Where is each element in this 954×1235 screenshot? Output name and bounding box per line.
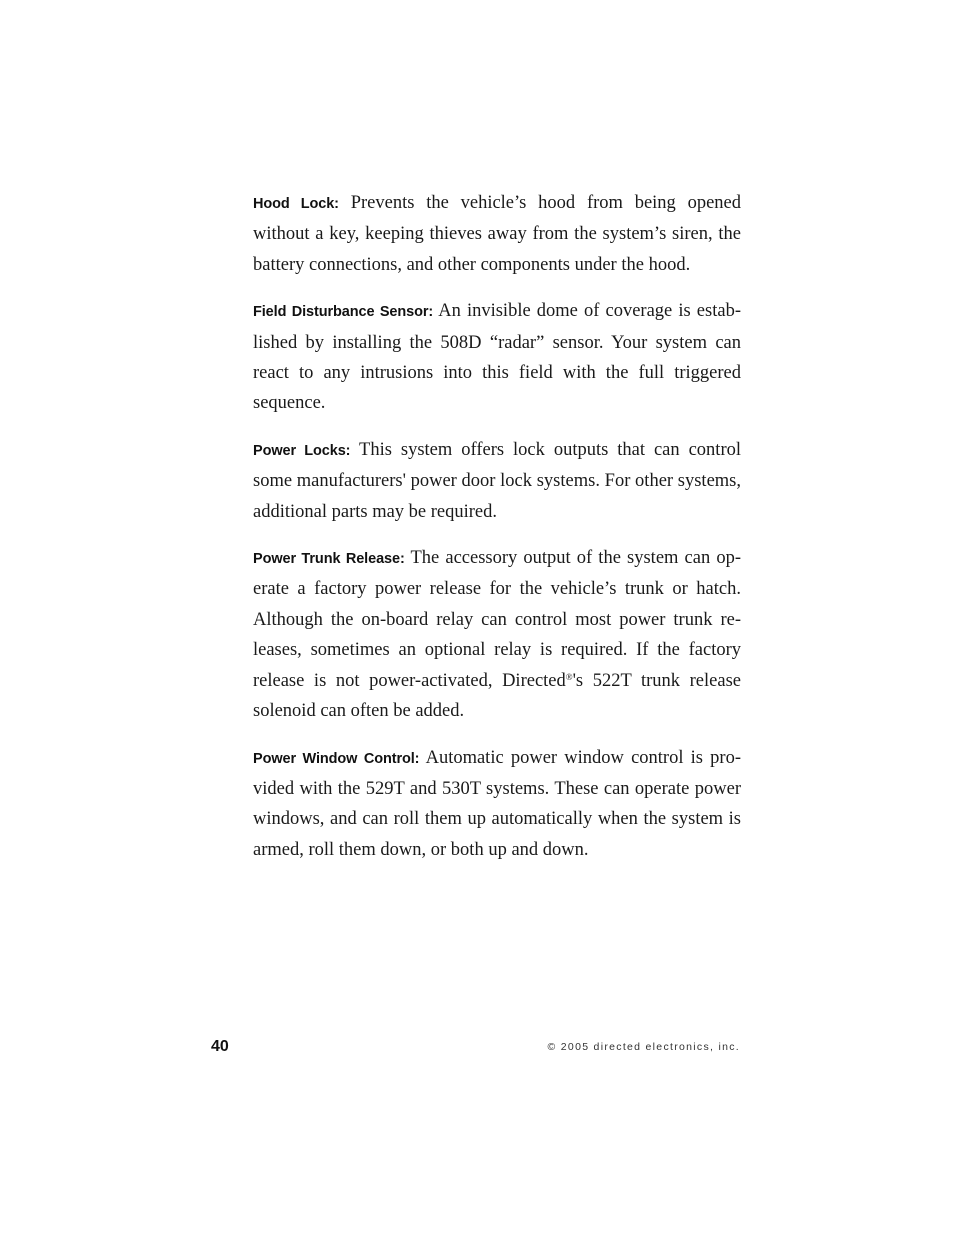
page-number: 40 bbox=[211, 1038, 229, 1055]
term-power-trunk-release: Power Trunk Release: bbox=[253, 551, 405, 568]
body-hood-lock: Prevents the vehicle’s hood from being opened without a key, keeping thieves away from the system’s siren, the battery connections, and other components under the hood. bbox=[253, 193, 742, 275]
body-power-window-control: Automatic power window control is provided with the 529T and 530T systems. These can operate power windows, and can roll them up automatically when the system is armed, roll them down, or both up and down. bbox=[253, 747, 742, 860]
body-power-trunk-release-part2: 's 522T trunk release solenoid can often be added. bbox=[253, 670, 741, 722]
term-field-disturbance-sensor: Field Disturbance Sensor: bbox=[253, 304, 434, 321]
registered-trademark-symbol: ® bbox=[565, 671, 573, 682]
copyright-notice: © 2005 directed electronics, inc. bbox=[547, 1041, 740, 1053]
feature-list bbox=[253, 188, 741, 881]
term-power-locks: Power Locks: bbox=[253, 442, 351, 459]
body-field-disturbance-sensor: An invisible dome of coverage is established by installing the 508D “radar” sensor. Your system can react to any intrusions into this field with the full triggered sequence. bbox=[253, 301, 741, 414]
section-hood-lock bbox=[253, 188, 741, 280]
section-power-locks bbox=[253, 435, 741, 527]
body-power-locks: This system offers lock outputs that can control some manufacturers' power door lock systems. For other systems, additional parts may be required. bbox=[253, 439, 741, 522]
section-power-trunk-release bbox=[253, 543, 741, 726]
body-power-trunk-release-part1: The accessory output of the system can operate a factory power release for the vehicle’s trunk or hatch. Although the on-board relay can control most power trunk releases, sometimes an optional relay is required. If the factory release is not power-activated, Directed bbox=[253, 548, 741, 691]
term-hood-lock: Hood Lock: bbox=[253, 196, 339, 212]
section-field-disturbance-sensor bbox=[253, 296, 741, 419]
section-power-window-control bbox=[253, 743, 741, 866]
term-power-window-control: Power Window Control: bbox=[253, 750, 420, 767]
